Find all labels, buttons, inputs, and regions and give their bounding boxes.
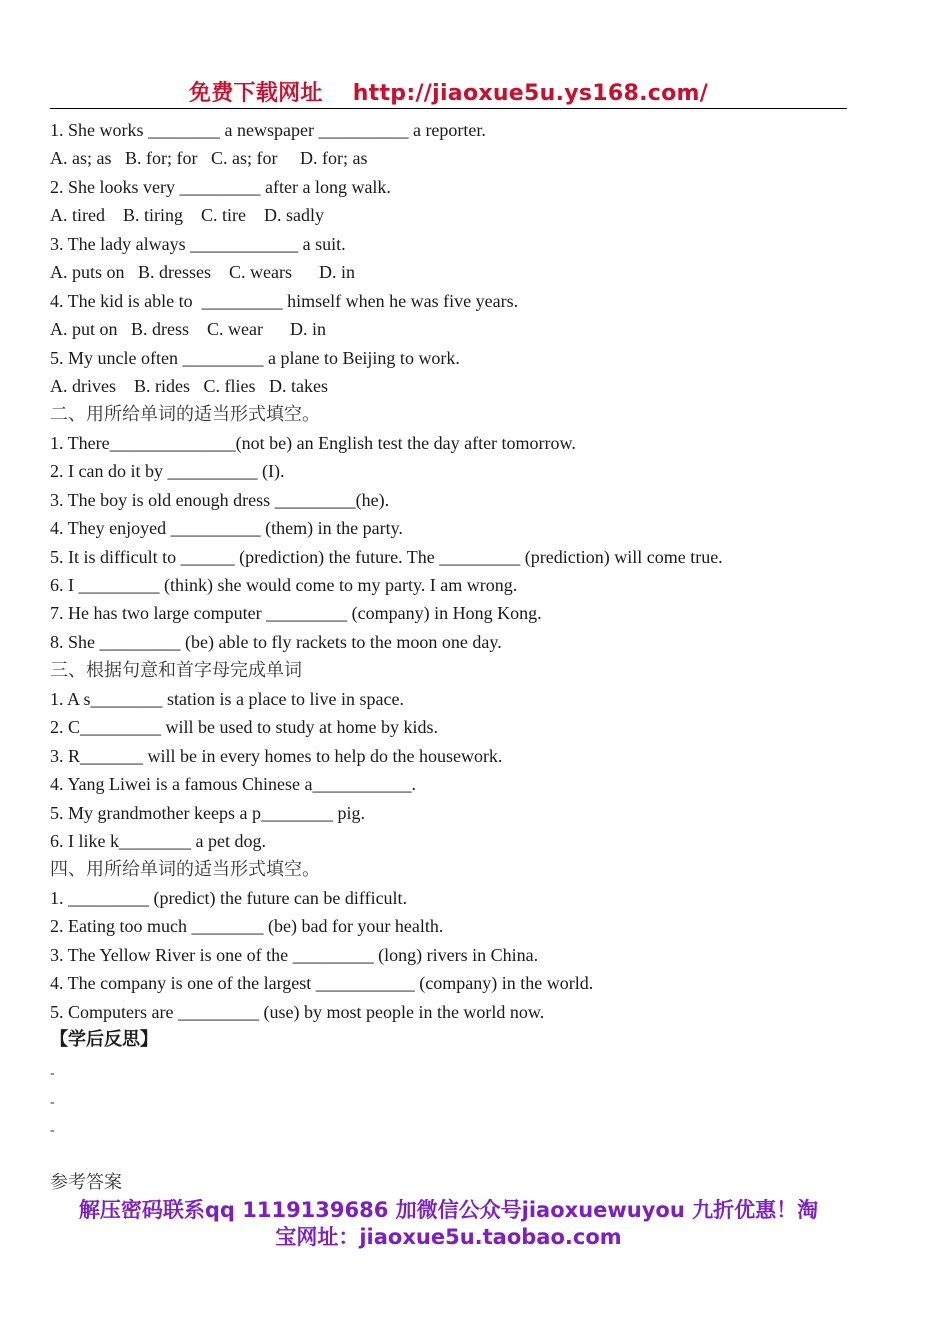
exercise-line: 7. He has two large computer _________ (company) in Hong Kong. bbox=[50, 603, 542, 624]
exercise-line: A. put on B. dress C. wear D. in bbox=[50, 319, 326, 340]
exercise-line: 4. The company is one of the largest ___________ (company) in the world. bbox=[50, 973, 594, 994]
exercise-line: A. drives B. rides C. flies D. takes bbox=[50, 375, 328, 396]
header-url-link[interactable]: http://jiaoxue5u.ys168.com/ bbox=[352, 81, 709, 106]
exercise-line: A. as; as B. for; for C. as; for D. for; as bbox=[50, 148, 368, 169]
exercise-content bbox=[50, 116, 850, 1146]
footer-line-2: 宝网址：jiaoxue5u.taobao.com bbox=[275, 1225, 622, 1249]
exercise-line: 3. The lady always ____________ a suit. bbox=[50, 233, 346, 254]
exercise-line: 3. The boy is old enough dress _________(he). bbox=[50, 489, 390, 510]
exercise-line: 1. There______________(not be) an English test the day after tomorrow. bbox=[50, 432, 576, 453]
section-heading: 三、根据句意和首字母完成单词 bbox=[50, 660, 302, 681]
exercise-line: 1. A s________ station is a place to live in space. bbox=[50, 688, 404, 709]
reflection-dash: - bbox=[50, 1094, 55, 1110]
page-header bbox=[50, 76, 847, 109]
exercise-line: 1. She works ________ a newspaper __________ a reporter. bbox=[50, 120, 486, 140]
footer-line-1: 解压密码联系qq 1119139686 加微信公众号jiaoxuewuyou 九折优惠！淘 bbox=[78, 1198, 819, 1222]
exercise-line: 3. The Yellow River is one of the _________ (long) rivers in China. bbox=[50, 944, 539, 965]
exercise-line: 2. C_________ will be used to study at home by kids. bbox=[50, 717, 438, 738]
reflection-dash: - bbox=[50, 1123, 55, 1139]
reflection-dash: - bbox=[50, 1066, 55, 1082]
reflection-heading: 【学后反思】 bbox=[50, 1029, 158, 1050]
exercise-line: 4. The kid is able to _________ himself when he was five years. bbox=[50, 290, 519, 311]
exercise-line: 2. She looks very _________ after a long walk. bbox=[50, 176, 391, 197]
exercise-line: A. puts on B. dresses C. wears D. in bbox=[50, 262, 355, 283]
section-heading: 四、用所给单词的适当形式填空。 bbox=[50, 859, 320, 880]
header-label: 免费下载网址 bbox=[188, 81, 323, 106]
section-heading: 二、用所给单词的适当形式填空。 bbox=[50, 404, 320, 425]
exercise-line: 5. It is difficult to ______ (prediction) the future. The _________ (prediction) will come true. bbox=[50, 546, 723, 567]
exercise-line: 5. My uncle often _________ a plane to Beijing to work. bbox=[50, 347, 460, 368]
exercise-line: 6. I like k________ a pet dog. bbox=[50, 830, 266, 851]
exercise-line: 4. Yang Liwei is a famous Chinese a___________. bbox=[50, 774, 416, 795]
exercise-line: 6. I _________ (think) she would come to my party. I am wrong. bbox=[50, 575, 518, 595]
exercise-line: 5. My grandmother keeps a p________ pig. bbox=[50, 802, 365, 823]
exercise-line: 3. R_______ will be in every homes to help do the housework. bbox=[50, 745, 503, 766]
answer-heading: 参考答案 bbox=[50, 1172, 122, 1192]
exercise-line: 2. I can do it by __________ (I). bbox=[50, 461, 285, 482]
exercise-line: 5. Computers are _________ (use) by most people in the world now. bbox=[50, 1001, 545, 1022]
exercise-line: 8. She _________ (be) able to fly rackets to the moon one day. bbox=[50, 631, 502, 652]
exercise-line: 1. _________ (predict) the future can be difficult. bbox=[50, 887, 408, 908]
exercise-line: A. tired B. tiring C. tire D. sadly bbox=[50, 205, 324, 226]
page-footer bbox=[50, 1197, 847, 1251]
exercise-line: 4. They enjoyed __________ (them) in the party. bbox=[50, 518, 403, 539]
exercise-line: 2. Eating too much ________ (be) bad for your health. bbox=[50, 916, 444, 937]
